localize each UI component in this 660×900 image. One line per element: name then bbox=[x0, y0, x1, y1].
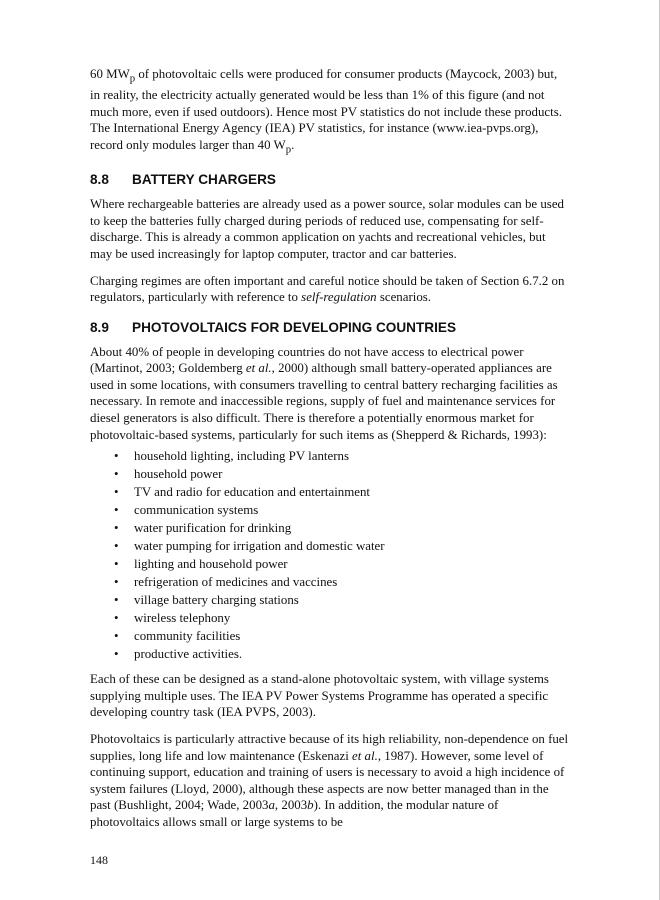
body-text bbox=[90, 66, 570, 841]
applications-bullet-list bbox=[90, 447, 570, 663]
section-number: 8.9 bbox=[90, 319, 109, 335]
list-item: • water purification for drinking bbox=[114, 519, 570, 537]
battery-chargers-paragraph-1: Where rechargeable batteries are already used as a power source, solar modules can be used to keep the batteries fully charged during periods of reduced use, compensating for self-discharge. This is already a common application on yachts and recreational vehicles, but may be used increasingly for laptop computer, tractor and car batteries. bbox=[90, 197, 564, 261]
intro-paragraph: 60 $MW_p$ of photovoltaic cells were produced for consumer products (Maycock, 2003) but, in reality, the electricity actually generated would be less than 1% of this figure (and not much more, even if used outdoors). Hence most PV statistics do not include these products. The International Energy Agency (IEA) PV statistics, for instance (www.iea-pvps.org), record only modules larger than 40 $W_p$. bbox=[90, 67, 562, 156]
list-item: • community facilities bbox=[114, 627, 570, 645]
list-item: • village battery charging stations bbox=[114, 591, 570, 609]
section-heading-developing-countries bbox=[90, 319, 570, 336]
battery-chargers-paragraph-2: Charging regimes are often important and careful notice should be taken of Section 6.7.2 on regulators, particularly with reference to self-regulation scenarios. bbox=[90, 273, 565, 305]
list-item: • lighting and household power bbox=[114, 555, 570, 573]
list-item: • refrigeration of medicines and vaccines bbox=[114, 573, 570, 591]
section-number: 8.8 bbox=[90, 172, 109, 188]
developing-countries-paragraph-2: Each of these can be designed as a stand-alone photovoltaic system, with village systems supplying multiple uses. The IEA PV Power Systems Programme has operated a specific developing country task (IEA PVPS, 2003). bbox=[90, 672, 549, 720]
list-item: • water pumping for irrigation and domestic water bbox=[114, 537, 570, 555]
section-title: PHOTOVOLTAICS FOR DEVELOPING COUNTRIES bbox=[132, 319, 457, 335]
list-item: • household lighting, including PV lanterns bbox=[114, 447, 570, 465]
list-item: • communication systems bbox=[114, 501, 570, 519]
list-item: • TV and radio for education and entertainment bbox=[114, 483, 570, 501]
section-title: BATTERY CHARGERS bbox=[132, 172, 277, 188]
list-item: • household power bbox=[114, 465, 570, 483]
developing-countries-paragraph-3: Photovoltaics is particularly attractive because of its high reliability, non-dependence on fuel supplies, long life and low maintenance (Eskenazi et al., 1987). However, some level of continuing support, education and training of users is necessary to avoid a high incidence of system failures (Lloyd, 2000), although these aspects are now better managed than in the past (Bushlight, 2004; Wade, 2003a, 2003b). In addition, the modular nature of photovoltaics allows small or large systems to be bbox=[90, 732, 569, 829]
list-item: • wireless telephony bbox=[114, 609, 570, 627]
page-number: 148 bbox=[90, 853, 108, 867]
section-heading-battery-chargers bbox=[90, 171, 570, 188]
list-item: • productive activities. bbox=[114, 645, 570, 663]
developing-countries-paragraph-1: About 40% of people in developing countries do not have access to electrical power (Martinot, 2003; Goldemberg et al., 2000) although small battery-operated appliances are used in some locations, with consumers travelling to central battery recharging facilities as necessary. In remote and inaccessible regions, supply of fuel and maintenance services for diesel generators is also difficult. There is therefore a potentially enormous market for photovoltaic-based systems, particularly for such items as (Shepperd & Richards, 1993): bbox=[90, 344, 558, 442]
